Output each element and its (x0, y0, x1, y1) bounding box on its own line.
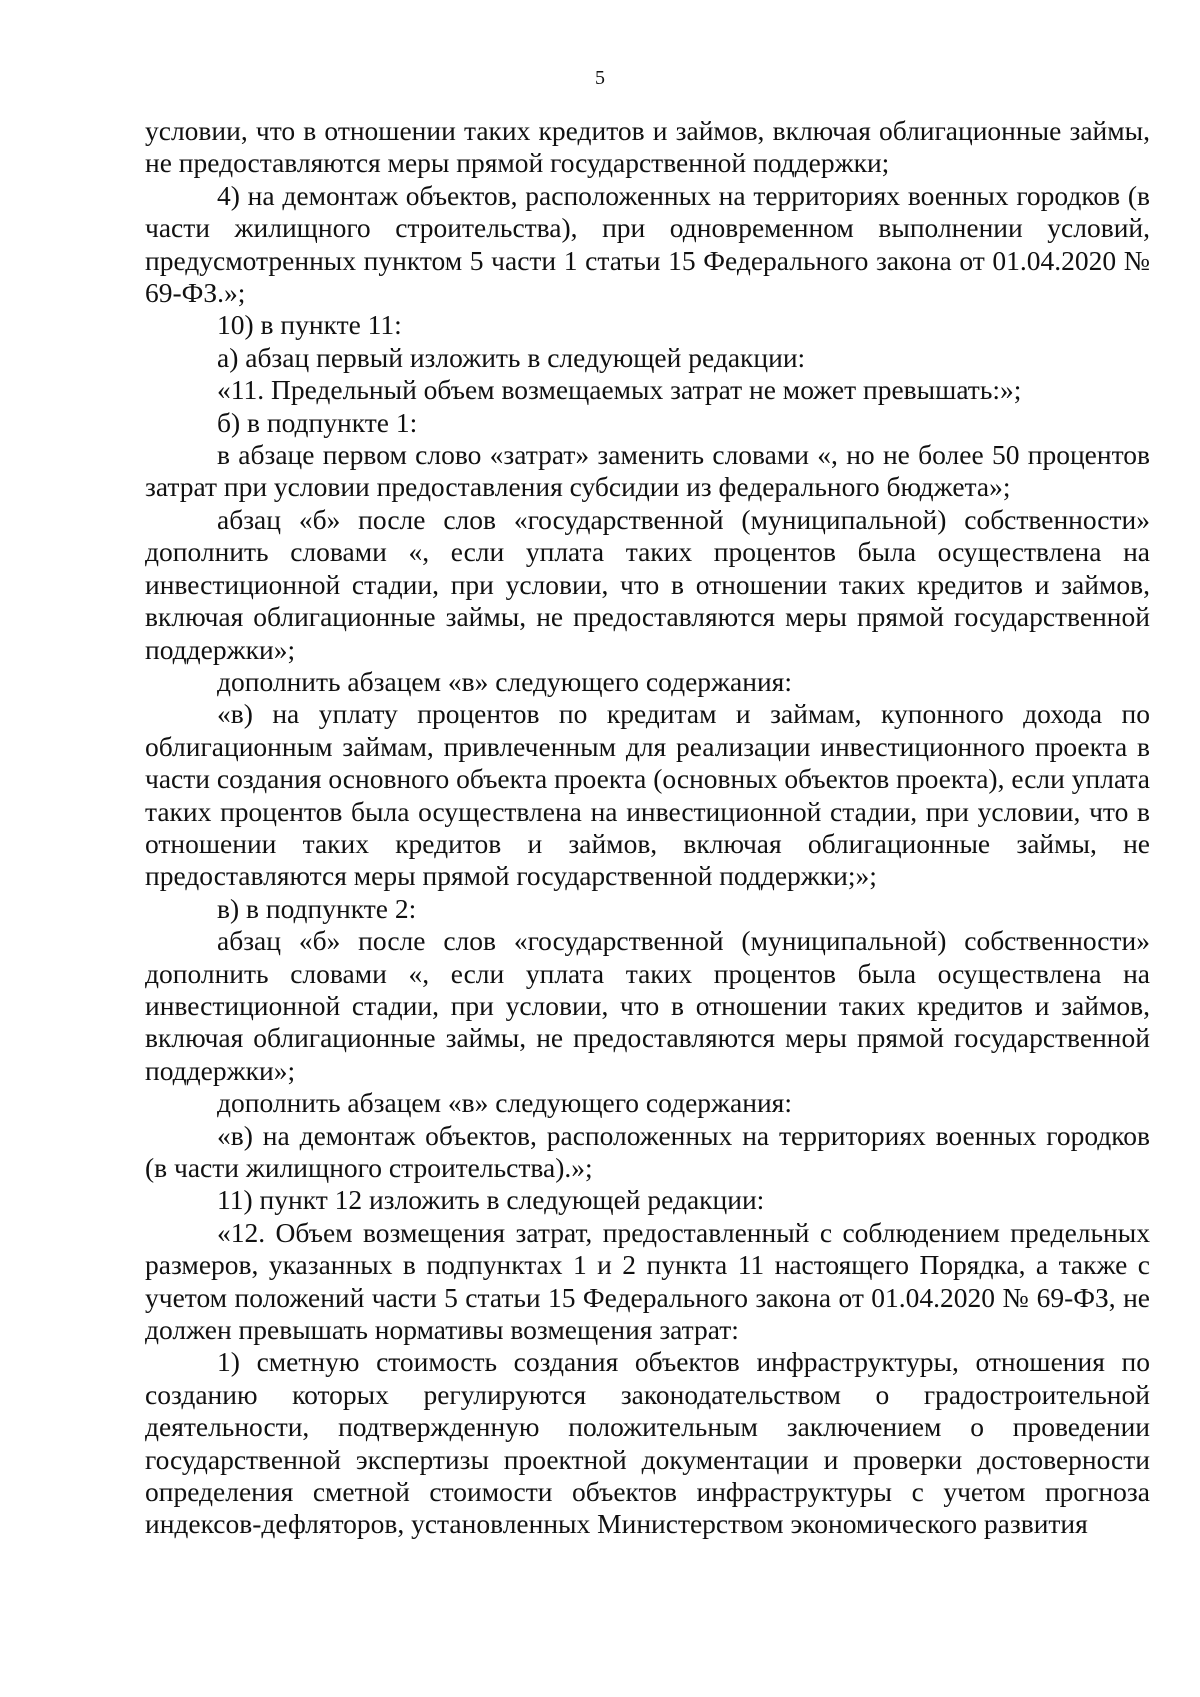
paragraph: б) в подпункте 1: (217, 406, 418, 438)
paragraph: 11) пункт 12 изложить в следующей редакции: (217, 1184, 765, 1216)
paragraph: 4) на демонтаж объектов, расположенных на территориях военных городков (в части жилищного строительства), при одновременном выполнении условий, предусмотренных пунктом 5 части 1 статьи 15 Федерального закона от 01.04.2020 № 69-ФЗ.»; (145, 179, 1150, 309)
paragraph: дополнить абзацем «в» следующего содержания: (217, 1087, 792, 1119)
paragraph: «в) на уплату процентов по кредитам и займам, купонного дохода по облигационным займам, привлеченным для реализации инвестиционного проекта в части создания основного объекта проекта (основных объектов проекта), если уплата таких процентов была осуществлена на инвестиционной стадии, при условии, что в отношении таких кредитов и займов, включая облигационные займы, не предоставляются меры прямой государственной поддержки;»; (145, 698, 1150, 892)
document-body (145, 115, 1150, 1541)
paragraph: абзац «б» после слов «государственной (муниципальной) собственности» дополнить словами «, если уплата таких процентов была осуществлена на инвестиционной стадии, при условии, что в отношении таких кредитов и займов, включая облигационные займы, не предоставляются меры прямой государственной поддержки»; (145, 503, 1150, 665)
paragraph: «12. Объем возмещения затрат, предоставленный с соблюдением предельных размеров, указанных в подпунктах 1 и 2 пункта 11 настоящего Порядка, а также с учетом положений части 5 статьи 15 Федерального закона от 01.04.2020 № 69-ФЗ, не должен превышать нормативы возмещения затрат: (145, 1216, 1150, 1346)
paragraph: в абзаце первом слово «затрат» заменить словами «, но не более 50 процентов затрат при условии предоставления субсидии из федерального бюджета»; (145, 439, 1150, 503)
paragraph: «в) на демонтаж объектов, расположенных на территориях военных городков (в части жилищного строительства).»; (145, 1119, 1150, 1183)
paragraph: условии, что в отношении таких кредитов и займов, включая облигационные займы, не предоставляются меры прямой государственной поддержки; (145, 115, 1150, 179)
paragraph: а) абзац первый изложить в следующей редакции: (217, 341, 806, 373)
page-number: 5 (595, 67, 605, 89)
paragraph: дополнить абзацем «в» следующего содержания: (217, 665, 792, 697)
paragraph: 10) в пункте 11: (217, 309, 402, 341)
paragraph: «11. Предельный объем возмещаемых затрат не может превышать:»; (217, 374, 1022, 406)
paragraph: в) в подпункте 2: (217, 892, 417, 924)
paragraph: 1) сметную стоимость создания объектов инфраструктуры, отношения по созданию которых регулируются законодательством о градостроительной деятельности, подтвержденную положительным заключением о проведении государственной экспертизы проектной документации и проверки достоверности определения сметной стоимости объектов инфраструктуры с учетом прогноза индексов-дефляторов, установленных Министерством экономического развития (145, 1346, 1150, 1540)
paragraph: абзац «б» после слов «государственной (муниципальной) собственности» дополнить словами «, если уплата таких процентов была осуществлена на инвестиционной стадии, при условии, что в отношении таких кредитов и займов, включая облигационные займы, не предоставляются меры прямой государственной поддержки»; (145, 925, 1150, 1086)
